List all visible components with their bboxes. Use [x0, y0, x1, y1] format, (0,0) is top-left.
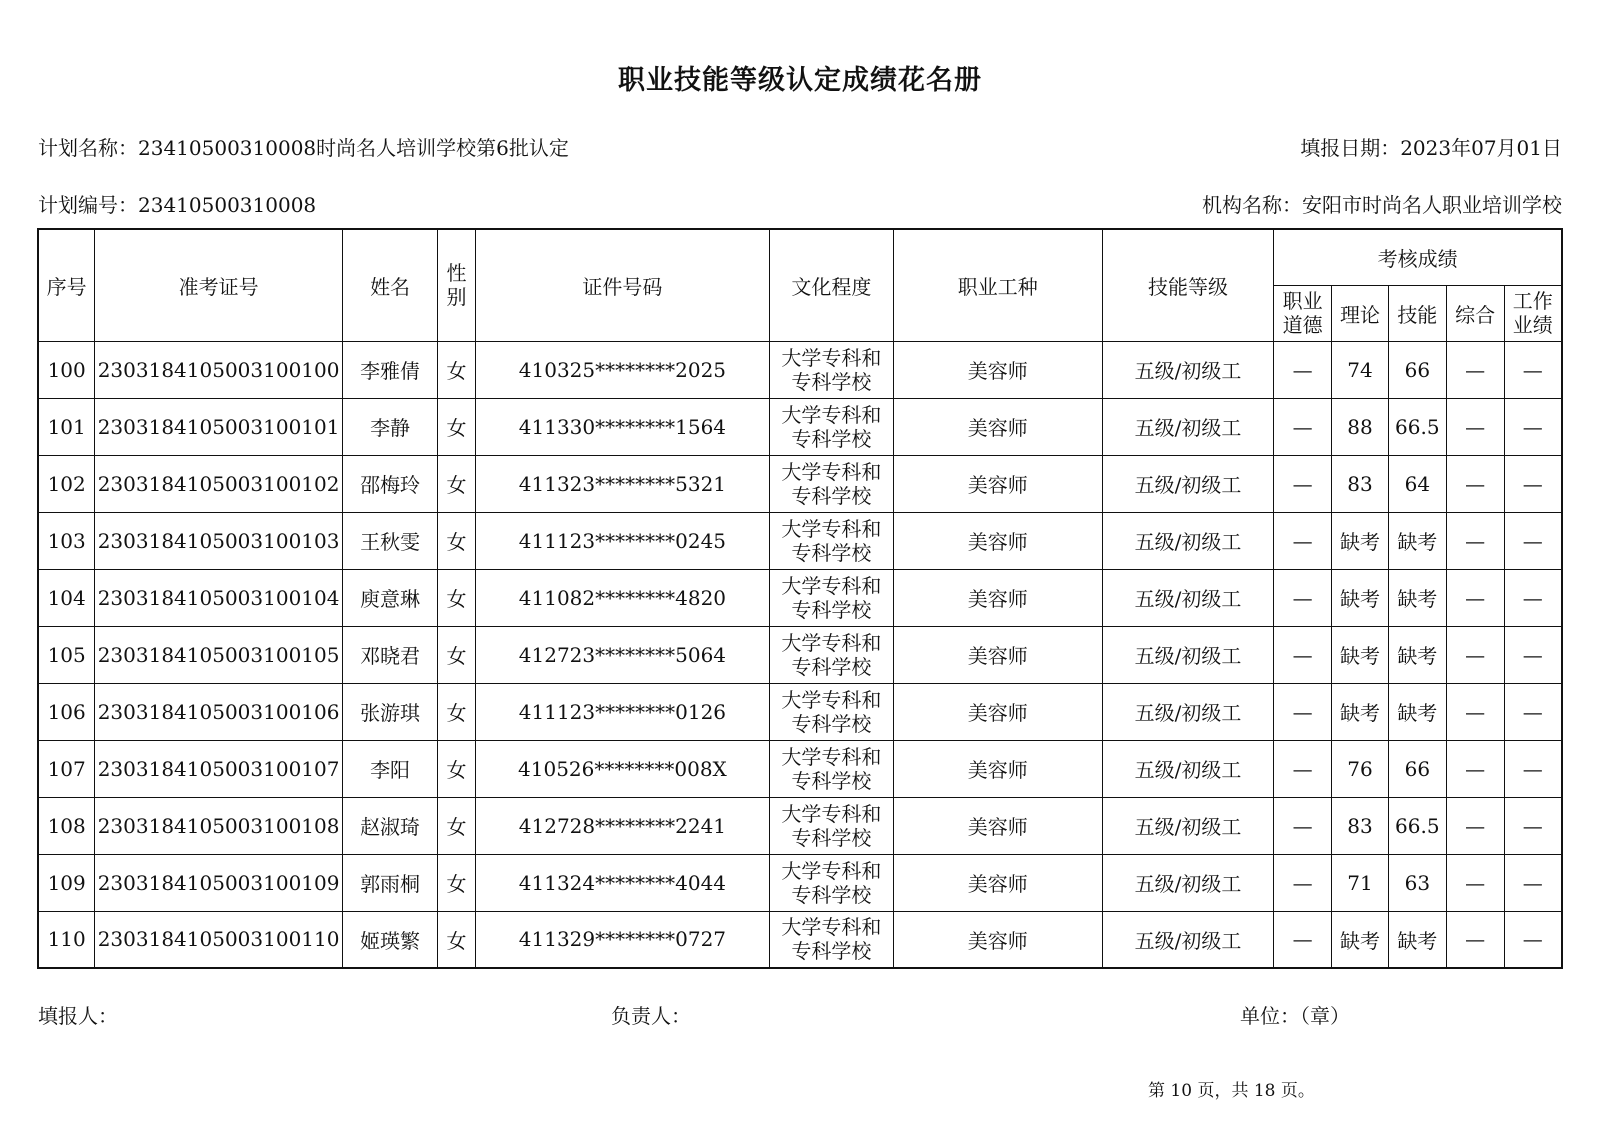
cell-education-line2: 专科学校 — [791, 483, 872, 508]
col-ethics — [1274, 285, 1332, 341]
cell-name: 邓晓君 — [342, 626, 437, 683]
cell-name: 邵梅玲 — [342, 455, 437, 512]
cell-overall: — — [1446, 854, 1504, 911]
cell-seq: 109 — [38, 854, 95, 911]
cell-exam-no: 2303184105003100103 — [95, 512, 343, 569]
responsible-label: 负责人： — [611, 1004, 691, 1028]
cell-level: 五级/初级工 — [1102, 341, 1273, 398]
plan-number-value: 23410500310008 — [138, 193, 317, 217]
fill-date — [1300, 132, 1562, 161]
cell-overall: — — [1446, 341, 1504, 398]
fill-date-label: 填报日期： — [1300, 136, 1401, 160]
cell-id-no: 411123********0126 — [475, 683, 769, 740]
cell-gender: 女 — [438, 569, 476, 626]
cell-ethics: — — [1274, 569, 1332, 626]
cell-education-line2: 专科学校 — [791, 882, 872, 907]
cell-id-no: 411324********4044 — [475, 854, 769, 911]
col-skill: 技能 — [1388, 285, 1446, 341]
cell-theory: 76 — [1332, 740, 1389, 797]
cell-gender: 女 — [438, 455, 476, 512]
cell-education — [770, 512, 894, 569]
col-overall: 综合 — [1446, 285, 1504, 341]
cell-occupation: 美容师 — [893, 512, 1102, 569]
col-occupation: 职业工种 — [893, 229, 1102, 341]
cell-theory: 83 — [1332, 797, 1389, 854]
cell-overall: — — [1446, 911, 1504, 968]
plan-name-label: 计划名称： — [38, 136, 138, 160]
cell-gender: 女 — [438, 797, 476, 854]
cell-occupation: 美容师 — [893, 911, 1102, 968]
cell-overall: — — [1446, 398, 1504, 455]
cell-occupation: 美容师 — [893, 398, 1102, 455]
plan-name — [38, 132, 569, 161]
cell-work: — — [1504, 740, 1562, 797]
cell-ethics: — — [1274, 512, 1332, 569]
cell-occupation: 美容师 — [893, 569, 1102, 626]
cell-theory: 74 — [1332, 341, 1389, 398]
cell-education-line1: 大学专科和 — [781, 915, 882, 940]
cell-occupation: 美容师 — [893, 341, 1102, 398]
cell-education — [770, 626, 894, 683]
cell-level: 五级/初级工 — [1102, 455, 1273, 512]
organization-label: 机构名称： — [1202, 193, 1302, 217]
cell-exam-no: 2303184105003100102 — [95, 455, 343, 512]
col-work-line1: 工作 — [1512, 289, 1553, 313]
cell-exam-no: 2303184105003100100 — [95, 341, 343, 398]
cell-overall: — — [1446, 797, 1504, 854]
cell-education-line2: 专科学校 — [791, 369, 872, 394]
cell-education-line2: 专科学校 — [791, 654, 872, 679]
cell-gender: 女 — [438, 911, 476, 968]
cell-education-line1: 大学专科和 — [781, 402, 882, 427]
plan-name-value: 23410500310008时尚名人培训学校第6批认定 — [138, 136, 569, 160]
cell-theory: 83 — [1332, 455, 1389, 512]
cell-education — [770, 398, 894, 455]
cell-exam-no: 2303184105003100108 — [95, 797, 343, 854]
cell-ethics: — — [1274, 911, 1332, 968]
cell-gender: 女 — [438, 626, 476, 683]
table-row — [38, 683, 1562, 740]
cell-seq: 100 — [38, 341, 95, 398]
cell-skill: 缺考 — [1388, 512, 1446, 569]
cell-exam-no: 2303184105003100101 — [95, 398, 343, 455]
cell-education-line1: 大学专科和 — [781, 744, 882, 769]
cell-gender: 女 — [438, 341, 476, 398]
cell-occupation: 美容师 — [893, 854, 1102, 911]
cell-level: 五级/初级工 — [1102, 854, 1273, 911]
cell-occupation: 美容师 — [893, 683, 1102, 740]
cell-seq: 110 — [38, 911, 95, 968]
cell-exam-no: 2303184105003100106 — [95, 683, 343, 740]
cell-seq: 102 — [38, 455, 95, 512]
cell-gender: 女 — [438, 512, 476, 569]
cell-level: 五级/初级工 — [1102, 911, 1273, 968]
cell-education — [770, 854, 894, 911]
table-row — [38, 341, 1562, 398]
cell-work: — — [1504, 569, 1562, 626]
cell-name: 李雅倩 — [342, 341, 437, 398]
cell-name: 王秋雯 — [342, 512, 437, 569]
organization-value: 安阳市时尚名人职业培训学校 — [1302, 193, 1562, 217]
cell-skill: 66.5 — [1388, 398, 1446, 455]
cell-id-no: 411329********0727 — [475, 911, 769, 968]
cell-ethics: — — [1274, 740, 1332, 797]
cell-education-line2: 专科学校 — [791, 711, 872, 736]
unit-seal-label: 单位：（章） — [1240, 1004, 1350, 1028]
table-row — [38, 626, 1562, 683]
table-row — [38, 455, 1562, 512]
cell-education-line1: 大学专科和 — [781, 345, 882, 370]
cell-theory: 缺考 — [1332, 512, 1389, 569]
cell-work: — — [1504, 398, 1562, 455]
cell-theory: 缺考 — [1332, 911, 1389, 968]
cell-ethics: — — [1274, 341, 1332, 398]
table-row — [38, 512, 1562, 569]
cell-seq: 101 — [38, 398, 95, 455]
col-ethics-line1: 职业 — [1282, 289, 1323, 313]
cell-occupation: 美容师 — [893, 455, 1102, 512]
document-title: 职业技能等级认定成绩花名册 — [618, 65, 982, 96]
cell-education-line1: 大学专科和 — [781, 801, 882, 826]
table-row — [38, 740, 1562, 797]
cell-name: 李静 — [342, 398, 437, 455]
col-gender-line2: 别 — [446, 285, 467, 310]
cell-exam-no: 2303184105003100104 — [95, 569, 343, 626]
cell-education-line2: 专科学校 — [791, 540, 872, 565]
cell-education-line2: 专科学校 — [791, 939, 872, 964]
filler-label: 填报人： — [38, 1004, 118, 1028]
cell-level: 五级/初级工 — [1102, 512, 1273, 569]
col-scores-group: 考核成绩 — [1274, 229, 1562, 285]
cell-exam-no: 2303184105003100105 — [95, 626, 343, 683]
cell-education-line1: 大学专科和 — [781, 630, 882, 655]
cell-education-line1: 大学专科和 — [781, 858, 882, 883]
cell-education-line2: 专科学校 — [791, 426, 872, 451]
cell-education-line1: 大学专科和 — [781, 573, 882, 598]
cell-work: — — [1504, 455, 1562, 512]
cell-overall: — — [1446, 512, 1504, 569]
cell-education — [770, 683, 894, 740]
cell-work: — — [1504, 683, 1562, 740]
cell-id-no: 412723********5064 — [475, 626, 769, 683]
cell-theory: 缺考 — [1332, 626, 1389, 683]
cell-education — [770, 341, 894, 398]
cell-education-line2: 专科学校 — [791, 825, 872, 850]
cell-id-no: 411323********5321 — [475, 455, 769, 512]
cell-seq: 105 — [38, 626, 95, 683]
cell-skill: 64 — [1388, 455, 1446, 512]
cell-seq: 107 — [38, 740, 95, 797]
cell-name: 张游琪 — [342, 683, 437, 740]
organization — [1202, 189, 1562, 218]
cell-occupation: 美容师 — [893, 626, 1102, 683]
cell-work: — — [1504, 512, 1562, 569]
cell-theory: 71 — [1332, 854, 1389, 911]
col-seq: 序号 — [38, 229, 95, 341]
cell-ethics: — — [1274, 455, 1332, 512]
cell-level: 五级/初级工 — [1102, 626, 1273, 683]
col-gender — [438, 229, 476, 341]
cell-name: 李阳 — [342, 740, 437, 797]
cell-overall: — — [1446, 626, 1504, 683]
col-work-line2: 业绩 — [1512, 313, 1553, 337]
cell-ethics: — — [1274, 683, 1332, 740]
cell-gender: 女 — [438, 398, 476, 455]
table-row — [38, 911, 1562, 968]
cell-theory: 88 — [1332, 398, 1389, 455]
cell-education — [770, 797, 894, 854]
cell-id-no: 410325********2025 — [475, 341, 769, 398]
cell-exam-no: 2303184105003100110 — [95, 911, 343, 968]
cell-seq: 103 — [38, 512, 95, 569]
cell-education-line1: 大学专科和 — [781, 459, 882, 484]
col-id-no: 证件号码 — [475, 229, 769, 341]
cell-name: 郭雨桐 — [342, 854, 437, 911]
cell-education — [770, 455, 894, 512]
cell-work: — — [1504, 626, 1562, 683]
cell-exam-no: 2303184105003100107 — [95, 740, 343, 797]
table-row — [38, 797, 1562, 854]
cell-work: — — [1504, 911, 1562, 968]
cell-education — [770, 911, 894, 968]
page-number: 第 10 页，共 18 页。 — [1148, 1081, 1315, 1101]
cell-id-no: 410526********008X — [475, 740, 769, 797]
cell-id-no: 411330********1564 — [475, 398, 769, 455]
col-ethics-line2: 道德 — [1282, 313, 1323, 337]
cell-skill: 63 — [1388, 854, 1446, 911]
cell-name: 赵淑琦 — [342, 797, 437, 854]
cell-ethics: — — [1274, 398, 1332, 455]
cell-occupation: 美容师 — [893, 797, 1102, 854]
cell-theory: 缺考 — [1332, 683, 1389, 740]
cell-gender: 女 — [438, 854, 476, 911]
cell-occupation: 美容师 — [893, 740, 1102, 797]
cell-skill: 66.5 — [1388, 797, 1446, 854]
cell-name: 姬瑛繁 — [342, 911, 437, 968]
cell-exam-no: 2303184105003100109 — [95, 854, 343, 911]
col-gender-line1: 性 — [446, 261, 467, 286]
plan-number-label: 计划编号： — [38, 193, 138, 217]
cell-theory: 缺考 — [1332, 569, 1389, 626]
cell-ethics: — — [1274, 797, 1332, 854]
cell-level: 五级/初级工 — [1102, 740, 1273, 797]
col-level: 技能等级 — [1102, 229, 1273, 341]
cell-id-no: 412728********2241 — [475, 797, 769, 854]
cell-id-no: 411123********0245 — [475, 512, 769, 569]
cell-education — [770, 740, 894, 797]
table-row — [38, 569, 1562, 626]
cell-education-line1: 大学专科和 — [781, 516, 882, 541]
table-row — [38, 398, 1562, 455]
col-name: 姓名 — [342, 229, 437, 341]
cell-skill: 缺考 — [1388, 569, 1446, 626]
cell-skill: 缺考 — [1388, 911, 1446, 968]
col-exam-no: 准考证号 — [95, 229, 343, 341]
cell-overall: — — [1446, 455, 1504, 512]
cell-overall: — — [1446, 683, 1504, 740]
table-row — [38, 854, 1562, 911]
roster-body — [38, 341, 1562, 968]
cell-level: 五级/初级工 — [1102, 569, 1273, 626]
cell-skill: 缺考 — [1388, 626, 1446, 683]
cell-education — [770, 569, 894, 626]
cell-overall: — — [1446, 740, 1504, 797]
cell-skill: 缺考 — [1388, 683, 1446, 740]
col-theory: 理论 — [1332, 285, 1389, 341]
cell-overall: — — [1446, 569, 1504, 626]
cell-skill: 66 — [1388, 341, 1446, 398]
cell-ethics: — — [1274, 854, 1332, 911]
cell-education-line2: 专科学校 — [791, 597, 872, 622]
col-education: 文化程度 — [770, 229, 894, 341]
cell-level: 五级/初级工 — [1102, 398, 1273, 455]
cell-level: 五级/初级工 — [1102, 797, 1273, 854]
fill-date-value: 2023年07月01日 — [1400, 136, 1562, 160]
cell-name: 庾意琳 — [342, 569, 437, 626]
cell-seq: 104 — [38, 569, 95, 626]
cell-gender: 女 — [438, 740, 476, 797]
cell-seq: 108 — [38, 797, 95, 854]
col-work — [1504, 285, 1562, 341]
cell-id-no: 411082********4820 — [475, 569, 769, 626]
cell-education-line1: 大学专科和 — [781, 687, 882, 712]
plan-number — [38, 189, 316, 218]
cell-education-line2: 专科学校 — [791, 768, 872, 793]
cell-ethics: — — [1274, 626, 1332, 683]
cell-skill: 66 — [1388, 740, 1446, 797]
cell-work: — — [1504, 797, 1562, 854]
cell-work: — — [1504, 341, 1562, 398]
score-roster-table — [37, 228, 1563, 969]
cell-gender: 女 — [438, 683, 476, 740]
cell-work: — — [1504, 854, 1562, 911]
cell-level: 五级/初级工 — [1102, 683, 1273, 740]
cell-seq: 106 — [38, 683, 95, 740]
